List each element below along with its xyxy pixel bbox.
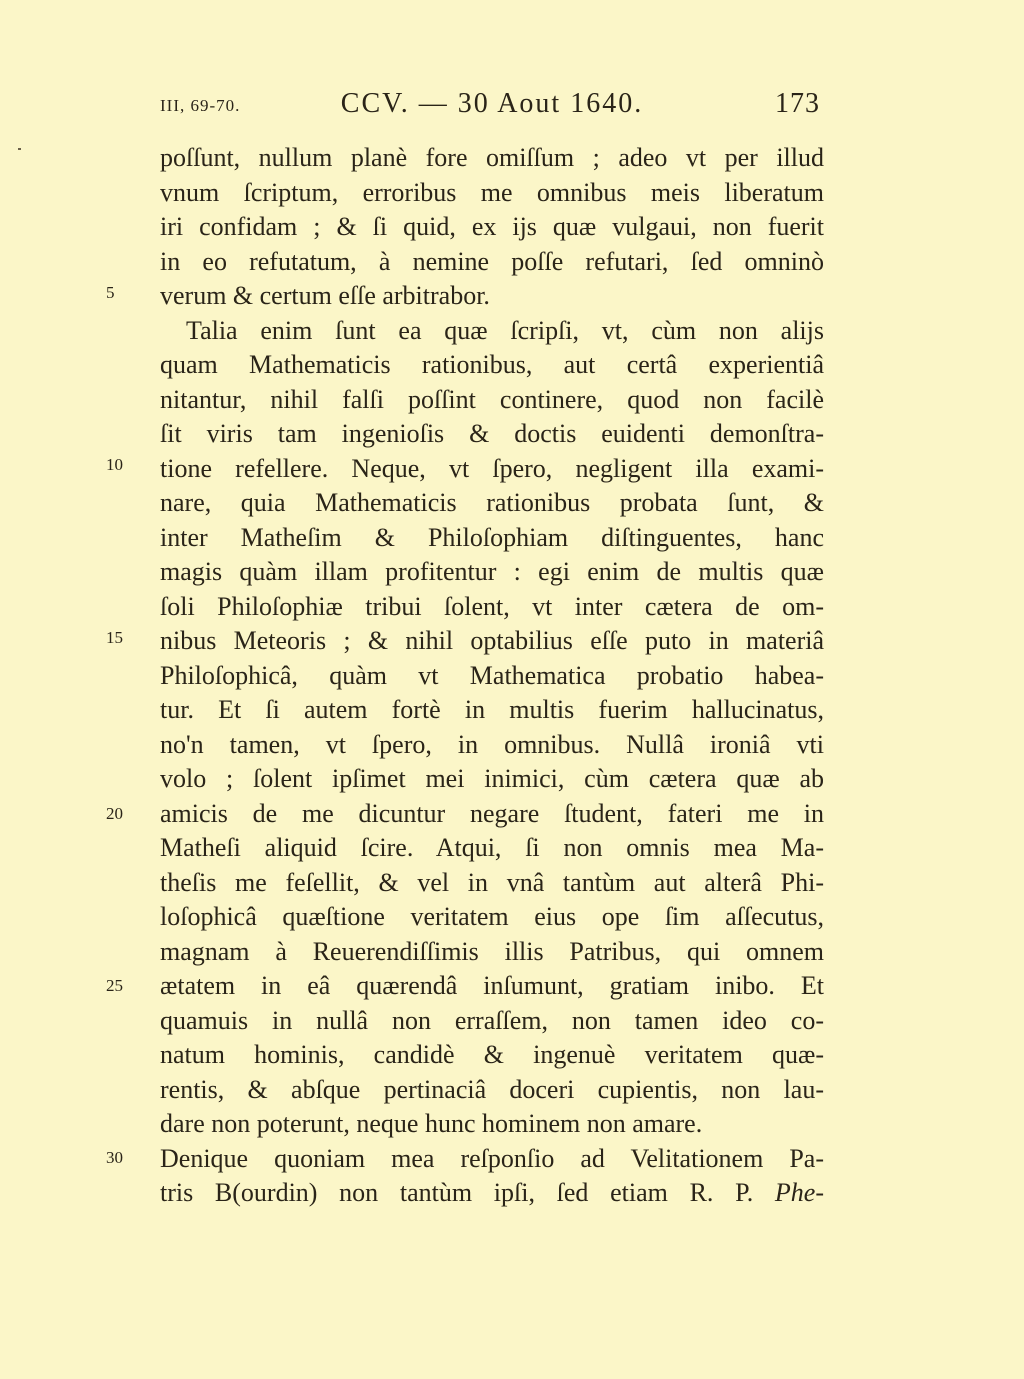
text-line: Philoſophicâ, quàm vt Mathematica probatio habea-: [160, 660, 824, 690]
page-header: [160, 88, 824, 128]
text-line: magnam à Reuerendiſſimis illis Patribus, qui omnem: [160, 936, 824, 966]
text-line: amicis de me dicuntur negare ſtudent, fateri me in: [160, 798, 824, 828]
line-number-10: 10: [106, 455, 123, 474]
text-line: inter Matheſim & Philoſophiam diſtinguentes, hanc: [160, 522, 824, 552]
text-line: in eo refutatum, à nemine poſſe refutari, ſed omninò: [160, 246, 824, 276]
text-line: ſoli Philoſophiæ tribui ſolent, vt inter cætera de om-: [160, 591, 824, 621]
text-line: no'n tamen, vt ſpero, in omnibus. Nullâ ironiâ vti: [160, 729, 824, 759]
text-line: theſis me feſellit, & vel in vnâ tantùm aut alterâ Phi-: [160, 867, 824, 897]
text-line: dare non poterunt, neque hunc hominem non amare.: [160, 1109, 703, 1138]
text-line: loſophicâ quæſtione veritatem eius ope ſim aſſecutus,: [160, 902, 824, 931]
text-line: vnum ſcriptum, erroribus me omnibus meis liberatum: [160, 177, 824, 207]
latin-text-body: [160, 141, 824, 1211]
text-line: volo ; ſolent ipſimet mei inimici, cùm cætera quæ ab: [160, 764, 824, 793]
text-line: natum hominis, candidè & ingenuè veritatem quæ-: [160, 1040, 824, 1069]
letter-heading: CCV. — 30 Aout 1640.: [340, 88, 644, 119]
text-line: Denique quoniam mea reſponſio ad Velitationem Pa-: [160, 1143, 824, 1173]
text-line: nitantur, nihil falſi poſſint continere, quod non facilè: [160, 384, 824, 414]
text-line: quam Mathematicis rationibus, aut certâ experientiâ: [160, 350, 824, 379]
volume-reference: III, 69-70.: [160, 96, 241, 115]
text-line-final: [160, 1176, 824, 1211]
line-number-15: 15: [106, 628, 123, 647]
text-line: nare, quia Mathematicis rationibus probata ſunt, &: [160, 488, 824, 517]
final-line-italic: Phe-: [774, 1178, 824, 1207]
line-number-30: 30: [106, 1148, 123, 1167]
text-line: ætatem in eâ quærendâ inſumunt, gratiam inibo. Et: [160, 971, 824, 1000]
line-number-5: 5: [106, 283, 115, 302]
text-line: Talia enim ſunt ea quæ ſcripſi, vt, cùm non alijs: [186, 315, 824, 345]
text-line: Matheſi aliquid ſcire. Atqui, ſi non omnis mea Ma-: [160, 833, 824, 862]
text-line: iri confidam ; & ſi quid, ex ijs quæ vulgaui, non fuerit: [160, 212, 824, 241]
text-line: quamuis in nullâ non erraſſem, non tamen ideo co-: [160, 1005, 824, 1035]
final-line-text: tris B(ourdin) non tantùm ipſi, ſed etiam R. P.: [160, 1178, 754, 1207]
line-number-25: 25: [106, 976, 123, 995]
stray-ink-mark: [18, 148, 21, 150]
text-line: tione refellere. Neque, vt ſpero, negligent illa exami-: [160, 453, 824, 483]
text-line: tur. Et ſi autem fortè in multis fuerim hallucinatus,: [160, 695, 824, 724]
text-line: poſſunt, nullum planè fore omiſſum ; adeo vt per illud: [160, 143, 824, 172]
text-line: magis quàm illam profitentur : egi enim de multis quæ: [160, 557, 824, 586]
line-number-20: 20: [106, 804, 123, 823]
text-line: ſit viris tam ingenioſis & doctis euidenti demonſtra-: [160, 419, 824, 448]
text-line: rentis, & abſque pertinaciâ doceri cupientis, non lau-: [160, 1074, 824, 1104]
page-number: 173: [775, 88, 820, 119]
text-line: verum & certum eſſe arbitrabor.: [160, 281, 490, 310]
text-line: nibus Meteoris ; & nihil optabilius eſſe puto in materiâ: [160, 626, 824, 655]
